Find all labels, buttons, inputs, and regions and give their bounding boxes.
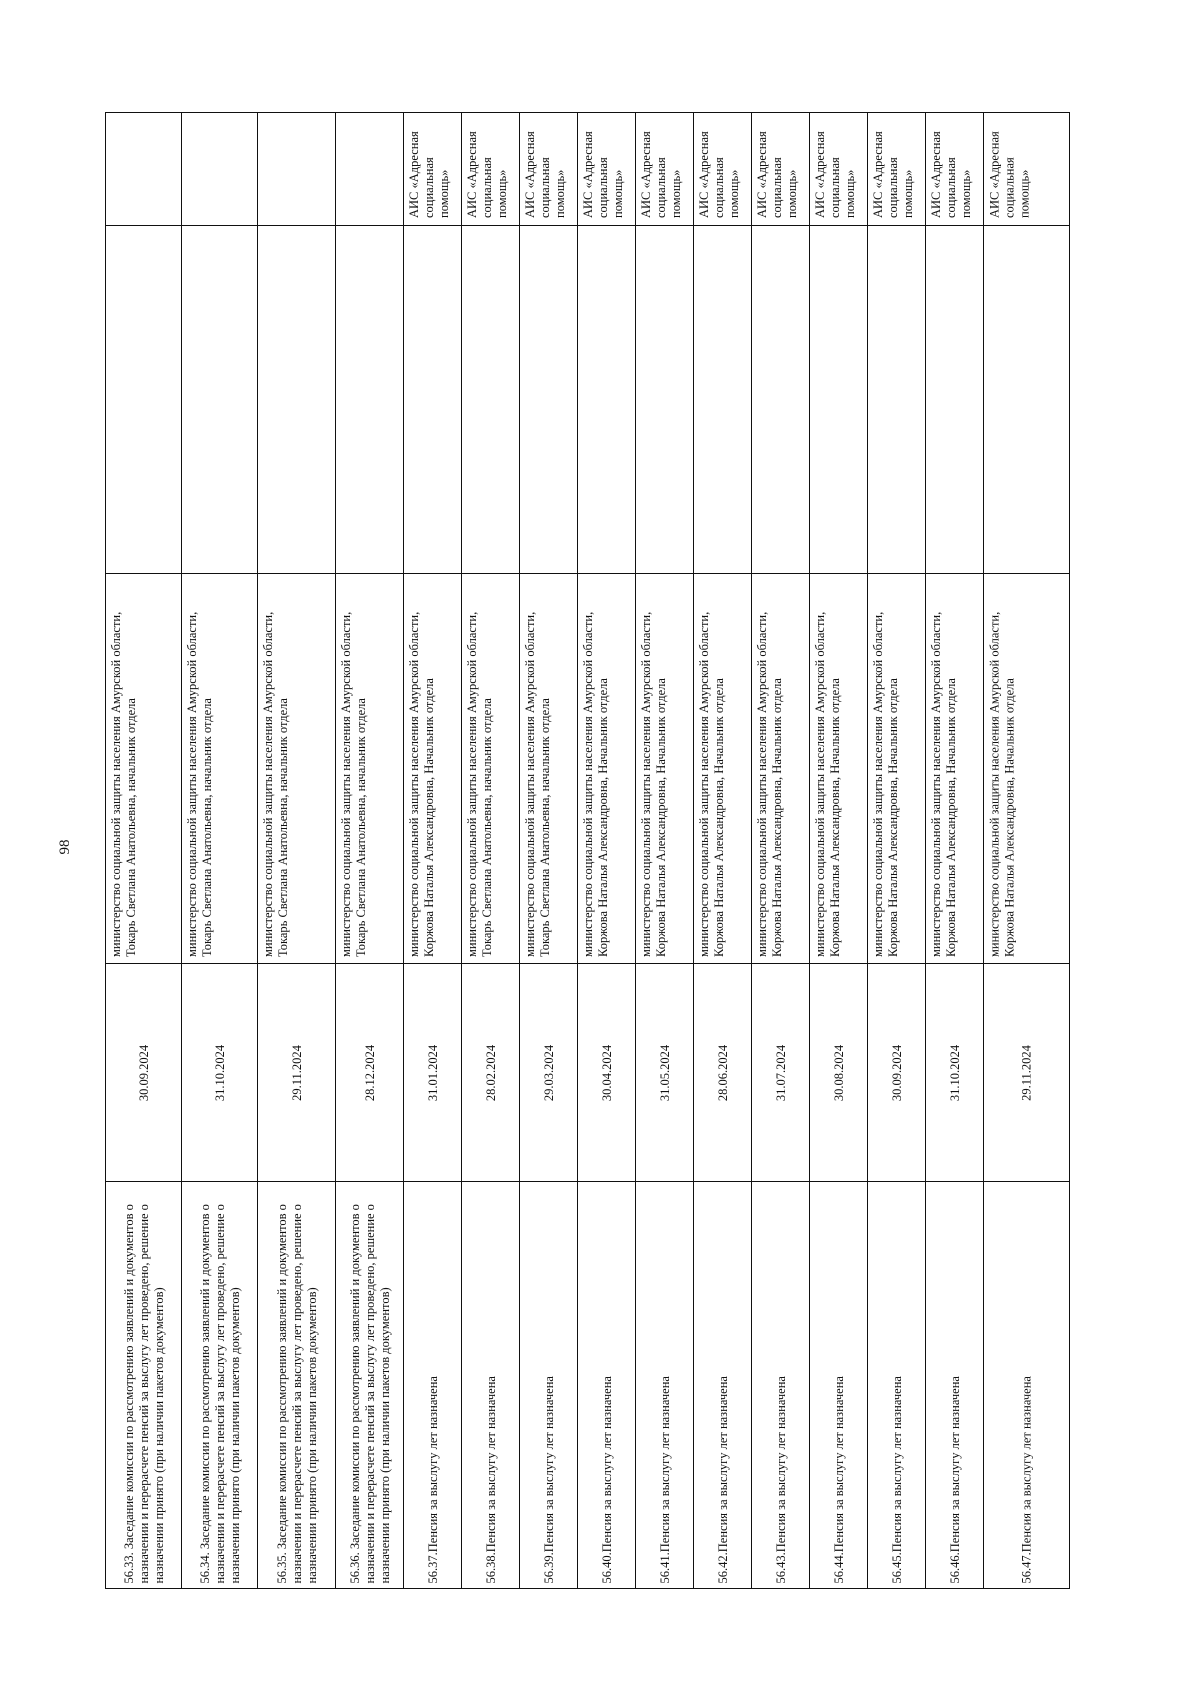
- table-row: [462, 113, 520, 1588]
- system-cell: [984, 113, 1069, 225]
- empty-cell: [694, 225, 751, 573]
- responsible-cell: [694, 573, 751, 963]
- responsible-cell-text: министерство социальной защиты населения Амурской области, Коржова Наталья Александровна, Начальник отдела: [812, 611, 842, 957]
- table-row: [694, 113, 752, 1588]
- system-cell-text: АИС «Адресная социальная помощь»: [812, 131, 857, 218]
- system-cell: [404, 113, 461, 225]
- table-row: [404, 113, 462, 1588]
- table-row: [106, 113, 182, 1588]
- table-row: [926, 113, 984, 1588]
- system-cell-text: АИС «Адресная социальная помощь»: [928, 131, 973, 218]
- system-cell: [636, 113, 693, 225]
- item-cell-text: 56.38.Пенсия за выслугу лет назначена: [483, 1376, 497, 1584]
- responsible-cell: [520, 573, 577, 963]
- system-cell-text: АИС «Адресная социальная помощь»: [987, 131, 1031, 218]
- system-cell: [336, 113, 403, 225]
- date-cell-text: 30.04.2024: [599, 1044, 613, 1101]
- item-cell-text: 56.46.Пенсия за выслугу лет назначена: [947, 1376, 961, 1584]
- item-cell-text: 56.37.Пенсия за выслугу лет назначена: [425, 1376, 439, 1584]
- date-cell-text: 30.09.2024: [136, 1044, 150, 1101]
- empty-cell: [520, 225, 577, 573]
- table-row: [984, 113, 1069, 1588]
- date-cell: [984, 963, 1069, 1181]
- table-row: [182, 113, 258, 1588]
- responsible-cell: [636, 573, 693, 963]
- empty-cell: [926, 225, 983, 573]
- item-cell: [868, 1181, 925, 1590]
- empty-cell: [752, 225, 809, 573]
- date-cell: [106, 963, 181, 1181]
- table-row: [336, 113, 404, 1588]
- system-cell-text: [183, 116, 257, 222]
- date-cell: [182, 963, 257, 1181]
- responsible-cell: [810, 573, 867, 963]
- date-cell: [336, 963, 403, 1181]
- system-cell: [926, 113, 983, 225]
- item-cell-text: 56.47.Пенсия за выслугу лет назначена: [1019, 1376, 1033, 1584]
- system-cell-text: [259, 116, 335, 222]
- table-row: [520, 113, 578, 1588]
- item-cell-text: 56.44.Пенсия за выслугу лет назначена: [831, 1376, 845, 1584]
- table-row: [578, 113, 636, 1588]
- system-cell-text: АИС «Адресная социальная помощь»: [464, 131, 509, 218]
- system-cell: [258, 113, 335, 225]
- date-cell-text: 29.11.2024: [289, 1044, 303, 1101]
- empty-cell: [636, 225, 693, 573]
- empty-cell: [336, 225, 403, 573]
- responsible-cell: [336, 573, 403, 963]
- item-cell: [462, 1181, 519, 1590]
- empty-cell-text: [521, 229, 577, 571]
- item-cell: [520, 1181, 577, 1590]
- empty-cell: [984, 225, 1069, 573]
- responsible-cell-text: министерство социальной защиты населения Амурской области, Коржова Наталья Александровна, Начальник отдела: [987, 611, 1016, 957]
- item-cell: [258, 1181, 335, 1590]
- empty-cell-text: [869, 229, 925, 571]
- item-cell: [336, 1181, 403, 1590]
- item-cell: [182, 1181, 257, 1590]
- item-cell-text: 56.36. Заседание комиссии по рассмотрению заявлений и документов о назначении и перерасчете пенсий за выслугу лет проведено, решение о назначении принято (при наличии пакетов документов): [347, 1204, 391, 1584]
- empty-cell-text: [985, 229, 1068, 571]
- empty-cell-text: [183, 229, 257, 571]
- empty-cell-text: [405, 229, 461, 571]
- date-cell-text: 31.07.2024: [773, 1044, 787, 1101]
- empty-cell-text: [811, 229, 867, 571]
- empty-cell: [404, 225, 461, 573]
- date-cell: [404, 963, 461, 1181]
- empty-cell: [258, 225, 335, 573]
- responsible-cell: [182, 573, 257, 963]
- system-cell: [752, 113, 809, 225]
- item-cell: [578, 1181, 635, 1590]
- date-cell: [462, 963, 519, 1181]
- responsible-cell: [984, 573, 1069, 963]
- responsible-cell: [752, 573, 809, 963]
- item-cell: [404, 1181, 461, 1590]
- item-cell-text: 56.41.Пенсия за выслугу лет назначена: [657, 1376, 671, 1584]
- date-cell: [810, 963, 867, 1181]
- date-cell: [694, 963, 751, 1181]
- system-cell: [578, 113, 635, 225]
- empty-cell-text: [337, 229, 403, 571]
- responsible-cell-text: министерство социальной защиты населения Амурской области, Токарь Светлана Анатольевна, начальник отдела: [108, 611, 138, 957]
- item-cell-text: 56.40.Пенсия за выслугу лет назначена: [599, 1376, 613, 1584]
- date-cell-text: 31.01.2024: [425, 1044, 439, 1101]
- empty-cell: [578, 225, 635, 573]
- system-cell-text: [107, 116, 181, 222]
- item-cell: [694, 1181, 751, 1590]
- empty-cell: [462, 225, 519, 573]
- table-row: [636, 113, 694, 1588]
- system-cell: [106, 113, 181, 225]
- item-cell-text: 56.42.Пенсия за выслугу лет назначена: [715, 1376, 729, 1584]
- responsible-cell: [868, 573, 925, 963]
- responsible-cell-text: министерство социальной защиты населения Амурской области, Коржова Наталья Александровна, Начальник отдела: [638, 611, 668, 957]
- item-cell-text: 56.35. Заседание комиссии по рассмотрению заявлений и документов о назначении и перерасчете пенсий за выслугу лет проведено, решение о назначении принято (при наличии пакетов документов): [274, 1204, 318, 1584]
- responsible-cell-text: министерство социальной защиты населения Амурской области, Коржова Наталья Александровна, Начальник отдела: [754, 611, 784, 957]
- item-cell-text: 56.45.Пенсия за выслугу лет назначена: [889, 1376, 903, 1584]
- responsible-cell-text: министерство социальной защиты населения Амурской области, Коржова Наталья Александровна, Начальник отдела: [406, 611, 436, 957]
- item-cell: [810, 1181, 867, 1590]
- date-cell-text: 29.03.2024: [541, 1044, 555, 1101]
- responsible-cell-text: министерство социальной защиты населения Амурской области, Коржова Наталья Александровна, Начальник отдела: [696, 611, 726, 957]
- system-cell-text: АИС «Адресная социальная помощь»: [638, 131, 683, 218]
- empty-cell-text: [637, 229, 693, 571]
- date-cell-text: 31.05.2024: [657, 1044, 671, 1101]
- item-cell-text: 56.43.Пенсия за выслугу лет назначена: [773, 1376, 787, 1584]
- responsible-cell-text: министерство социальной защиты населения Амурской области, Токарь Светлана Анатольевна, начальник отдела: [338, 611, 368, 957]
- system-cell-text: АИС «Адресная социальная помощь»: [406, 131, 451, 218]
- empty-cell-text: [753, 229, 809, 571]
- responsible-cell: [926, 573, 983, 963]
- empty-cell: [810, 225, 867, 573]
- responsible-cell: [106, 573, 181, 963]
- system-cell: [868, 113, 925, 225]
- date-cell: [868, 963, 925, 1181]
- item-cell: [984, 1181, 1069, 1590]
- date-cell-text: 30.08.2024: [831, 1044, 845, 1101]
- system-cell: [810, 113, 867, 225]
- responsible-cell-text: министерство социальной защиты населения Амурской области, Коржова Наталья Александровна, Начальник отдела: [870, 611, 900, 957]
- empty-cell-text: [107, 229, 181, 571]
- item-cell: [106, 1181, 181, 1590]
- system-cell: [694, 113, 751, 225]
- system-cell: [462, 113, 519, 225]
- responsible-cell-text: министерство социальной защиты населения Амурской области, Токарь Светлана Анатольевна, начальник отдела: [522, 611, 552, 957]
- empty-cell-text: [695, 229, 751, 571]
- table-row: [810, 113, 868, 1588]
- date-cell: [636, 963, 693, 1181]
- empty-cell-text: [927, 229, 983, 571]
- date-cell-text: 28.02.2024: [483, 1044, 497, 1101]
- date-cell-text: 31.10.2024: [947, 1044, 961, 1101]
- date-cell-text: 28.06.2024: [715, 1044, 729, 1101]
- system-cell-text: АИС «Адресная социальная помощь»: [754, 131, 799, 218]
- system-cell: [182, 113, 257, 225]
- system-cell-text: АИС «Адресная социальная помощь»: [522, 131, 567, 218]
- system-cell-text: [337, 116, 403, 222]
- date-cell: [258, 963, 335, 1181]
- item-cell-text: 56.34. Заседание комиссии по рассмотрению заявлений и документов о назначении и перерасчете пенсий за выслугу лет проведено, решение о назначении принято (при наличии пакетов документов): [197, 1204, 241, 1584]
- item-cell: [752, 1181, 809, 1590]
- date-cell: [578, 963, 635, 1181]
- empty-cell: [106, 225, 181, 573]
- empty-cell: [182, 225, 257, 573]
- item-cell: [636, 1181, 693, 1590]
- table-row: [868, 113, 926, 1588]
- system-cell: [520, 113, 577, 225]
- system-cell-text: АИС «Адресная социальная помощь»: [580, 131, 625, 218]
- responsible-cell: [578, 573, 635, 963]
- item-cell-text: 56.33. Заседание комиссии по рассмотрению заявлений и документов о назначении и перерасчете пенсий за выслугу лет проведено, решение о назначении принято (при наличии пакетов документов): [121, 1204, 165, 1584]
- date-cell: [520, 963, 577, 1181]
- empty-cell-text: [463, 229, 519, 571]
- responsible-cell-text: министерство социальной защиты населения Амурской области, Токарь Светлана Анатольевна, начальник отдела: [464, 611, 494, 957]
- date-cell: [752, 963, 809, 1181]
- responsible-cell: [462, 573, 519, 963]
- page-number: 98: [57, 839, 73, 855]
- plan-table: [105, 112, 1070, 1589]
- empty-cell-text: [579, 229, 635, 571]
- system-cell-text: АИС «Адресная социальная помощь»: [696, 131, 741, 218]
- responsible-cell-text: министерство социальной защиты населения Амурской области, Токарь Светлана Анатольевна, начальник отдела: [260, 611, 290, 957]
- responsible-cell-text: министерство социальной защиты населения Амурской области, Коржова Наталья Александровна, Начальник отдела: [928, 611, 958, 957]
- table-row: [752, 113, 810, 1588]
- date-cell: [926, 963, 983, 1181]
- item-cell-text: 56.39.Пенсия за выслугу лет назначена: [541, 1376, 555, 1584]
- date-cell-text: 30.09.2024: [889, 1044, 903, 1101]
- date-cell-text: 28.12.2024: [362, 1044, 376, 1101]
- empty-cell-text: [259, 229, 335, 571]
- date-cell-text: 29.11.2024: [1019, 1044, 1033, 1101]
- item-cell: [926, 1181, 983, 1590]
- responsible-cell: [404, 573, 461, 963]
- empty-cell: [868, 225, 925, 573]
- responsible-cell-text: министерство социальной защиты населения Амурской области, Токарь Светлана Анатольевна, начальник отдела: [184, 611, 214, 957]
- date-cell-text: 31.10.2024: [212, 1044, 226, 1101]
- table-row: [258, 113, 336, 1588]
- system-cell-text: АИС «Адресная социальная помощь»: [870, 131, 915, 218]
- responsible-cell: [258, 573, 335, 963]
- responsible-cell-text: министерство социальной защиты населения Амурской области, Коржова Наталья Александровна, Начальник отдела: [580, 611, 610, 957]
